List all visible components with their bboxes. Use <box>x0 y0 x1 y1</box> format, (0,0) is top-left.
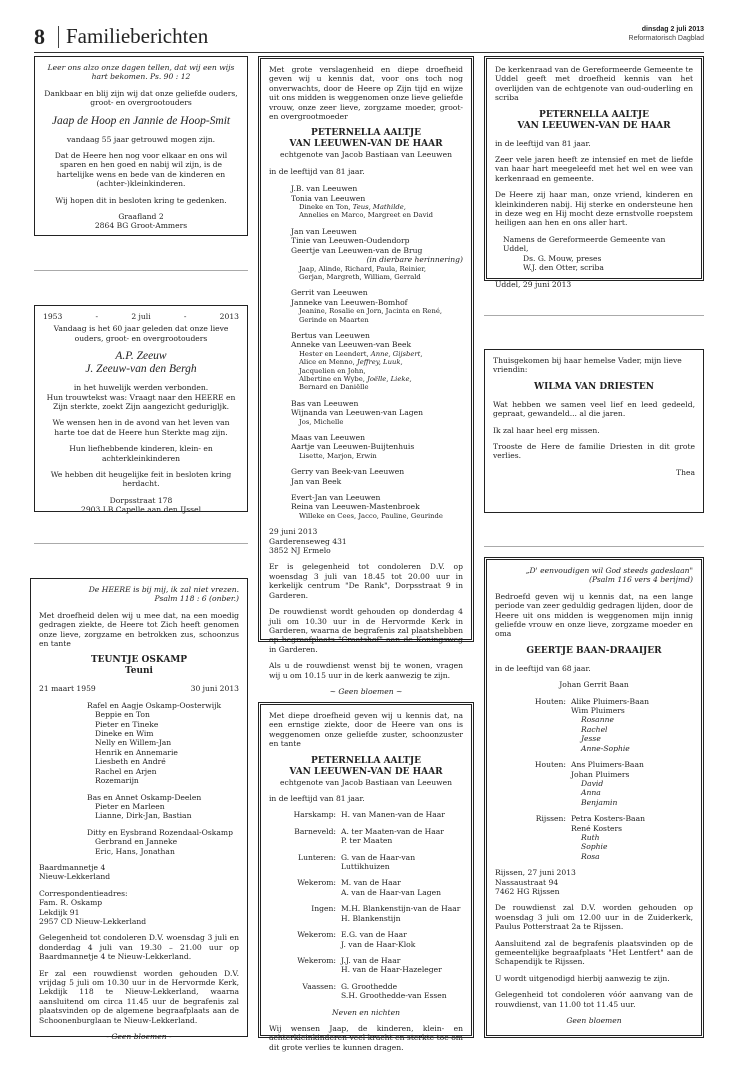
family-entry: S.H. Groothedde-van Essen <box>341 991 447 1001</box>
year: 2013 <box>219 312 239 321</box>
deceased-name: PETERNELLA AALTJE <box>539 109 649 120</box>
family-entry: Tonia van Leeuwen <box>291 193 366 203</box>
in-memory-note: (in dierbare herinnering) <box>366 255 463 265</box>
address: 7462 HG Rijssen <box>495 886 560 896</box>
text: De rouwdienst wordt gehouden op donderdag 4 juli om 10.30 uur in de Hervormde Kerk in Garderen, waarna de begrafenis zal plaatshebben op begraafplaats "Craatshof" aan de Koningsweg in Garderen. <box>269 607 463 654</box>
grandchildren: Lisette, Marjon, Erwin <box>299 451 377 460</box>
grandchildren <box>291 203 463 211</box>
church-notice-uddel <box>484 56 704 289</box>
spouse-line: echtgenote van Jacob Bastiaan van Leeuwen <box>279 777 453 787</box>
family-entry: G. van de Haar-van Luttikhuizen <box>341 852 416 872</box>
place-label: Wekerom: <box>297 930 336 940</box>
family-entry: Geertje van Leeuwen-van de Brug <box>291 245 423 255</box>
family-entry: René Kosters <box>571 823 623 833</box>
grandchildren: Willeke en Cees, Jacco, Pauline, Geurinde <box>299 511 443 520</box>
text: We wensen hen in de avond van het leven van harte toe dat de Heere hun Sterkte mag zijn. <box>52 418 230 437</box>
family-entry: H. van Manen-van de Haar <box>341 810 445 820</box>
grandchildren-part: Joëlle, Lieke, <box>367 374 412 383</box>
family-entry: J.B. van Leeuwen <box>291 184 358 194</box>
family-entry: Dineke en Wim <box>95 729 154 739</box>
grandchild: Jesse <box>581 734 601 744</box>
family-entry: Maas van Leeuwen <box>291 433 366 442</box>
grandchildren-part: Dineke en Ton, <box>299 203 353 212</box>
deceased-name: WILMA VAN DRIESTEN <box>534 381 654 392</box>
intro-text: Met diepe droefheid geven wij u kennis dat, na een ernstige ziekte, door de Heere van ons is weggenomen onze geliefde zuster, schoonzuster en tante <box>269 711 463 749</box>
issue-date: dinsdag 2 juli 2013 <box>641 26 704 33</box>
place-label: Rijssen: <box>535 814 566 824</box>
address: Lekdijk 91 <box>39 907 80 917</box>
family-entry: Henrik en Annemarie <box>95 747 178 757</box>
text: Trooste de Here de familie Driesten in dit grote verlies. <box>493 442 695 461</box>
verse: De HEERE is bij mij, ik zal niet vrezen. <box>88 585 239 594</box>
signature-line: Ds. G. Mouw, preses <box>523 253 602 263</box>
grandchild: Sophie <box>581 842 608 852</box>
family-entry: Wijnanda van Leeuwen-van Lagen <box>291 408 423 418</box>
family-entry: Johan Pluimers <box>571 769 630 779</box>
address: Nieuw-Lekkerland <box>39 872 111 882</box>
place-label: Barneveld: <box>294 826 336 836</box>
text: Wat hebben we samen veel lief en leed gedeeld, gepraat, gewandeld... al die jaren. <box>493 399 695 419</box>
address: Baardmannetje 4 <box>39 862 106 872</box>
grandchild: Rosanne <box>581 715 614 725</box>
memorial-notice-driesten <box>484 349 704 513</box>
death-notice-oskamp <box>30 578 248 1042</box>
deceased-name: PETERNELLA AALTJE <box>311 128 421 139</box>
text: U wordt uitgenodigd hierbij aanwezig te zijn. <box>495 973 670 983</box>
grandchild: Rachel <box>581 724 608 734</box>
deceased-surname: VAN LEEUWEN-VAN DE HAAR <box>289 766 443 777</box>
separator <box>34 270 248 271</box>
grandchildren-part: Anne, Gijsbert, <box>370 349 423 358</box>
place-label: Houten: <box>534 696 566 706</box>
text: Wij wensen Jaap, de kinderen, klein- en achterkleinkinderen veel kracht en sterkte toe om dit grote verlies te kunnen dragen. <box>269 1023 463 1052</box>
family-entry: Gerbrand en Janneke <box>95 837 178 847</box>
family-entry: Nelly en Willem-Jan <box>95 738 172 748</box>
verse-ref: Psalm 118 : 6 (onber.) <box>154 594 239 604</box>
section-title: Familieberichten <box>66 24 209 48</box>
text: Aansluitend zal de begrafenis plaatsvinden op de gemeentelijke begraafplaats "Het Lentfert" aan de Schapendijk te Rijssen. <box>495 938 693 967</box>
text: Wij hopen dit in besloten kring te gedenken. <box>55 195 227 205</box>
separator <box>484 546 704 547</box>
family-entry: Petra Kosters-Baan <box>571 814 645 824</box>
no-flowers-note: - Geen bloemen - <box>106 1032 172 1042</box>
date: 29 juni 2013 <box>269 527 318 537</box>
cousins-line: Neven en nichten <box>332 1007 400 1017</box>
deceased-surname: VAN LEEUWEN-VAN DE HAAR <box>517 120 671 131</box>
day: 2 juli <box>131 312 151 321</box>
grandchildren-part: Teus, Mathilde, <box>352 203 406 212</box>
family-entry: Rozemarijn <box>95 776 139 786</box>
verse-ref: (Psalm 116 vers 4 berijmd) <box>588 575 693 585</box>
text: Er zal een rouwdienst worden gehouden D.V. vrijdag 5 juli om 10.30 uur in de Hervormde Kerk, Lekdijk 118 te Nieuw-Lekkerland, waarna aansluitend om circa 11.45 uur de begrafenis zal plaatsvinden op de algemene begraafplaats aan de Schoonenburglaan te Nieuw-Lekkerland. <box>39 968 239 1025</box>
no-flowers-note: Geen bloemen <box>566 1016 622 1026</box>
grandchildren: Bernard en Daniëlle <box>299 383 369 392</box>
grandchildren-part: Alice en Menno, <box>299 358 357 367</box>
text: Ik zal haar heel erg missen. <box>493 425 600 435</box>
death-date: 30 juni 2013 <box>190 684 239 694</box>
address: 2957 CD Nieuw-Lekkerland <box>39 916 147 926</box>
husband-name: A.P. Zeeuw <box>115 350 167 363</box>
place-label: Harskamp: <box>293 810 336 820</box>
text: Gelegenheid tot condoleren vóór aanvang van de rouwdienst, van 11.00 tot 11.45 uur. <box>495 990 693 1009</box>
grandchildren: Gerjan, Margreth, William, Gerrald <box>299 272 421 281</box>
death-notice-baan-draaijer <box>484 557 704 1038</box>
age-line: in de leeftijd van 68 jaar. <box>495 663 591 673</box>
no-flowers-note: ~ Geen bloemen ~ <box>329 686 403 696</box>
text: in het huwelijk werden verbonden. <box>73 383 209 393</box>
family-entry: G. Groothedde <box>341 981 398 991</box>
family-entry: Rachel en Arjen <box>95 766 157 776</box>
grandchild: Anne-Sophie <box>581 743 630 753</box>
grandchild: Rosa <box>581 851 600 861</box>
intro-text: Bedroefd geven wij u kennis dat, na een lange periode van zeer geduldig gedragen lijden, door de Heere uit ons midden is weggenomen mijn innig geliefde vrouw en onze lieve, zorgzame moeder en oma <box>495 591 693 639</box>
family-entry: Bertus van Leeuwen <box>291 330 370 340</box>
signature: Thea <box>676 467 695 477</box>
separator <box>34 543 248 544</box>
family-entry: A. ter Maaten-van de Haar <box>341 826 444 836</box>
place-label: Houten: <box>534 760 566 770</box>
grandchild: Benjamin <box>581 797 618 807</box>
dash: - <box>183 312 187 321</box>
grandchildren <box>291 350 463 358</box>
family-list <box>269 184 463 520</box>
family-entry: Eric, Hans, Jonathan <box>95 846 175 856</box>
family-entry: Lianne, Dirk-Jan, Bastian <box>95 811 192 821</box>
page-number: 8 <box>34 24 45 49</box>
family-entry: Alike Pluimers-Baan <box>571 696 650 706</box>
deceased-name: GEERTJE BAAN-DRAAIJER <box>526 645 662 656</box>
intro-text: Vandaag is het 60 jaar geleden dat onze lieve ouders, groot- en overgrootouders <box>53 324 229 343</box>
deceased-surname: VAN LEEUWEN-VAN DE HAAR <box>289 139 443 150</box>
intro-text: Thuisgekomen bij haar hemelse Vader, mijn lieve vriendin: <box>493 356 682 375</box>
place-label: Vaassen: <box>302 981 336 991</box>
dash: - <box>95 312 99 321</box>
family-entry: J.J. van de Haar <box>341 955 401 965</box>
family-entry: Liesbeth en André <box>95 757 166 767</box>
family-entry: Ditty en Eysbrand Rozendaal-Oskamp <box>87 827 233 837</box>
text: Hun liefhebbende kinderen, klein- en achterkleinkinderen <box>69 444 213 463</box>
family-entry: Bas van Leeuwen <box>291 398 359 408</box>
family-entry: Rafel en Aagje Oskamp-Oosterwijk <box>87 700 222 710</box>
family-entry: H. van de Haar-Hazeleger <box>341 965 442 975</box>
text: Gelegenheid tot condoleren D.V. woensdag 3 juli en donderdag 4 juli van 19.30 – 21.00 uur op Baardmannetje 4 te Nieuw-Lekkerland. <box>39 933 239 962</box>
text: Zeer vele jaren heeft ze intensief en met de liefde van haar hart meegeleefd met het wel en wee van kerkenraad en gemeente. <box>495 155 693 183</box>
intro-text: Met grote verslagenheid en diepe droefheid geven wij u kennis dat, voor ons toch nog onverwachts, door de Heere op Zijn tijd en wijze uit ons midden is weggenomen onze lieve geliefde vrouw, onze zeer lieve, zorgzame moeder, groot- en overgrootmoeder <box>269 65 463 122</box>
deceased-name: PETERNELLA AALTJE <box>311 755 421 766</box>
header-rule <box>34 52 704 53</box>
intro-text: Dankbaar en blij zijn wij dat onze geliefde ouders, groot- en overgrootouders <box>44 88 238 108</box>
place-label: Lunteren: <box>298 852 336 862</box>
family-entry: Reina van Leeuwen-Mastenbroek <box>291 502 420 512</box>
wife-name: J. Zeeuw-van den Bergh <box>85 363 197 376</box>
family-entry: Aartje van Leeuwen-Buijtenhuis <box>291 442 415 452</box>
family-table <box>269 810 463 1000</box>
date: Uddel, 29 juni 2013 <box>495 279 572 289</box>
place-label: Wekerom: <box>297 878 336 888</box>
place-label: Wekerom: <box>297 955 336 965</box>
family-entry: Evert-Jan van Leeuwen <box>291 493 381 503</box>
text: Als u de rouwdienst wenst bij te wonen, vragen wij u om 10.15 uur in de kerk aanwezig te zijn. <box>269 661 463 680</box>
anniversary-notice-de-hoop <box>34 56 248 236</box>
deceased-name: TEUNTJE OSKAMP <box>90 655 188 666</box>
newspaper-name: Reformatorisch Dagblad <box>628 35 704 42</box>
family-entry: Gerry van Beek-van Leeuwen <box>291 467 405 477</box>
place-label: Ingen: <box>311 904 336 914</box>
death-notice-van-de-haar-family <box>258 702 474 1052</box>
family-entry: Wim Pluimers <box>571 706 625 716</box>
grandchildren: Annelies en Marco, Margreet en David <box>299 211 433 220</box>
family-list <box>39 701 239 856</box>
signature-line: W.J. den Otter, scriba <box>523 263 604 273</box>
family-entry: A. van de Haar-van Lagen <box>341 887 442 897</box>
family-entry: P. ter Maaten <box>341 836 393 846</box>
address: Fam. R. Oskamp <box>39 898 103 908</box>
family-entry: M.H. Blankenstijn-van de Haar <box>341 904 461 914</box>
address: Graafland 2 <box>118 212 164 222</box>
age-line: in de leeftijd van 81 jaar. <box>269 166 365 176</box>
address: Nassaustraat 94 <box>495 877 559 887</box>
grandchildren: Jos, Michelle <box>299 417 344 426</box>
text: De rouwdienst zal D.V. worden gehouden op woensdag 3 juli om 12.00 uur in de Zuiderkerk, Paulus Potterstraat 2a te Rijssen. <box>495 903 693 932</box>
family-entry: Gerrit van Leeuwen <box>291 288 368 298</box>
intro-text: Met droefheid delen wij u mee dat, na een moedig gedragen ziekte, de Heere tot Zich heeft genomen onze lieve, zorgzame en betrokken zus, schoonzus en tante <box>39 610 239 649</box>
grandchildren-part: Albertine en Wybe, <box>299 374 368 383</box>
header-divider <box>58 26 59 48</box>
separator <box>484 315 704 316</box>
nickname: Teuni <box>125 666 153 677</box>
family-entry: Pieter en Tineke <box>95 719 159 729</box>
grandchild: Ruth <box>581 832 600 842</box>
grandchildren: Jacquelien en John, <box>299 366 366 375</box>
page-header <box>34 22 704 50</box>
address: Garderenseweg 431 <box>269 536 347 546</box>
couple-names: Jaap de Hoop en Jannie de Hoop-Smit <box>51 114 231 127</box>
address: 2864 BG Groot-Ammers <box>94 221 188 231</box>
signature-line: Namens de Gereformeerde Gemeente van Uddel, <box>503 234 666 254</box>
family-entry: E.G. van de Haar <box>341 930 407 940</box>
husband-name: Johan Gerrit Baan <box>559 680 629 690</box>
anniversary-notice-zeeuw <box>34 305 248 515</box>
family-entry: Jan van Beek <box>291 476 342 486</box>
age-line: in de leeftijd van 81 jaar. <box>495 138 591 148</box>
address: Dorpsstraat 178 <box>109 495 173 505</box>
grandchildren: Jeanine, Rosalie en Jorn, Jacinta en René, <box>299 307 443 316</box>
family-entry: Beppie en Ton <box>95 710 150 720</box>
intro-text: De kerkenraad van de Gereformeerde Gemeente te Uddel geeft met droefheid kennis van het overlijden van de echtgenote van oud-ouderling en scriba <box>495 65 693 103</box>
family-entry: H. Blankenstijn <box>341 913 401 923</box>
death-notice-van-leeuwen-family <box>258 56 474 696</box>
verse: „D' eenvoudigen wil God steeds gadeslaan" <box>525 566 693 575</box>
grandchildren <box>291 358 463 366</box>
text: Hun trouwtekst was: Vraagt naar den HEERE en Zijn sterkte, zoekt Zijn aangezicht gedurigljk. <box>46 392 236 412</box>
text: Er is gelegenheid tot condoleren D.V. op woensdag 3 juli van 18.45 tot 20.00 uur in kerkelijk centrum "De Rank", Dorpsstraat 9 in Garderen. <box>269 562 463 600</box>
family-entry: Janneke van Leeuwen-Bomhof <box>291 297 408 307</box>
family-entry: Jan van Leeuwen <box>291 226 357 236</box>
family-entry: Bas en Annet Oskamp-Deelen <box>87 792 202 802</box>
date: Rijssen, 27 juni 2013 <box>495 868 576 878</box>
spouse-line: echtgenote van Jacob Bastiaan van Leeuwen <box>279 150 453 160</box>
grandchildren-part: Jeffrey, Luuk, <box>356 358 403 367</box>
grandchildren-part: Hester en Leendert, <box>299 349 371 358</box>
family-entry: M. van de Haar <box>341 878 401 888</box>
family-entry: J. van de Haar-Klok <box>341 939 416 949</box>
correspondence-label: Correspondentieadres: <box>39 888 128 898</box>
verse: Leer ons alzo onze dagen tellen, dat wij een wijs hart bekomen. Ps. 90 : 12 <box>47 63 235 82</box>
family-entry: Ans Pluimers-Baan <box>571 760 644 770</box>
age-line: in de leeftijd van 81 jaar. <box>269 794 365 804</box>
grandchild: Anna <box>581 788 601 798</box>
grandchild: David <box>581 778 604 788</box>
year: 1953 <box>43 312 63 321</box>
text: We hebben dit heugelijke feit in besloten kring herdacht. <box>50 470 232 489</box>
grandchildren <box>291 375 463 383</box>
address: 2903 LB Capelle aan den IJssel <box>80 505 201 515</box>
birth-date: 21 maart 1959 <box>39 684 96 694</box>
grandchildren: Jaap, Alinde, Richard, Paula, Reinier, <box>299 264 427 273</box>
family-entry: Anneke van Leeuwen-van Beek <box>291 340 412 350</box>
text: De Heere zij haar man, onze vriend, kinderen en kleinkinderen nabij. Hij sterke en ondersteune hen in deze weg en Hij mocht deze ernstvolle roepstem heiligen aan hen en ons aller hart. <box>495 190 693 228</box>
address: 3852 NJ Ermelo <box>269 546 331 556</box>
family-entry: Tinie van Leeuwen-Oudendorp <box>291 236 410 246</box>
family-entry: Pieter en Marleen <box>95 801 165 811</box>
text: vandaag 55 jaar getrouwd mogen zijn. <box>66 134 216 144</box>
text: Dat de Heere hen nog voor elkaar en ons wil sparen en hen goed en nabij wil zijn, is de hartelijke wens en bede van de kinderen en (achter-)kleinkinderen. <box>54 151 228 189</box>
grandchildren: Gerinde en Maarten <box>299 315 369 324</box>
